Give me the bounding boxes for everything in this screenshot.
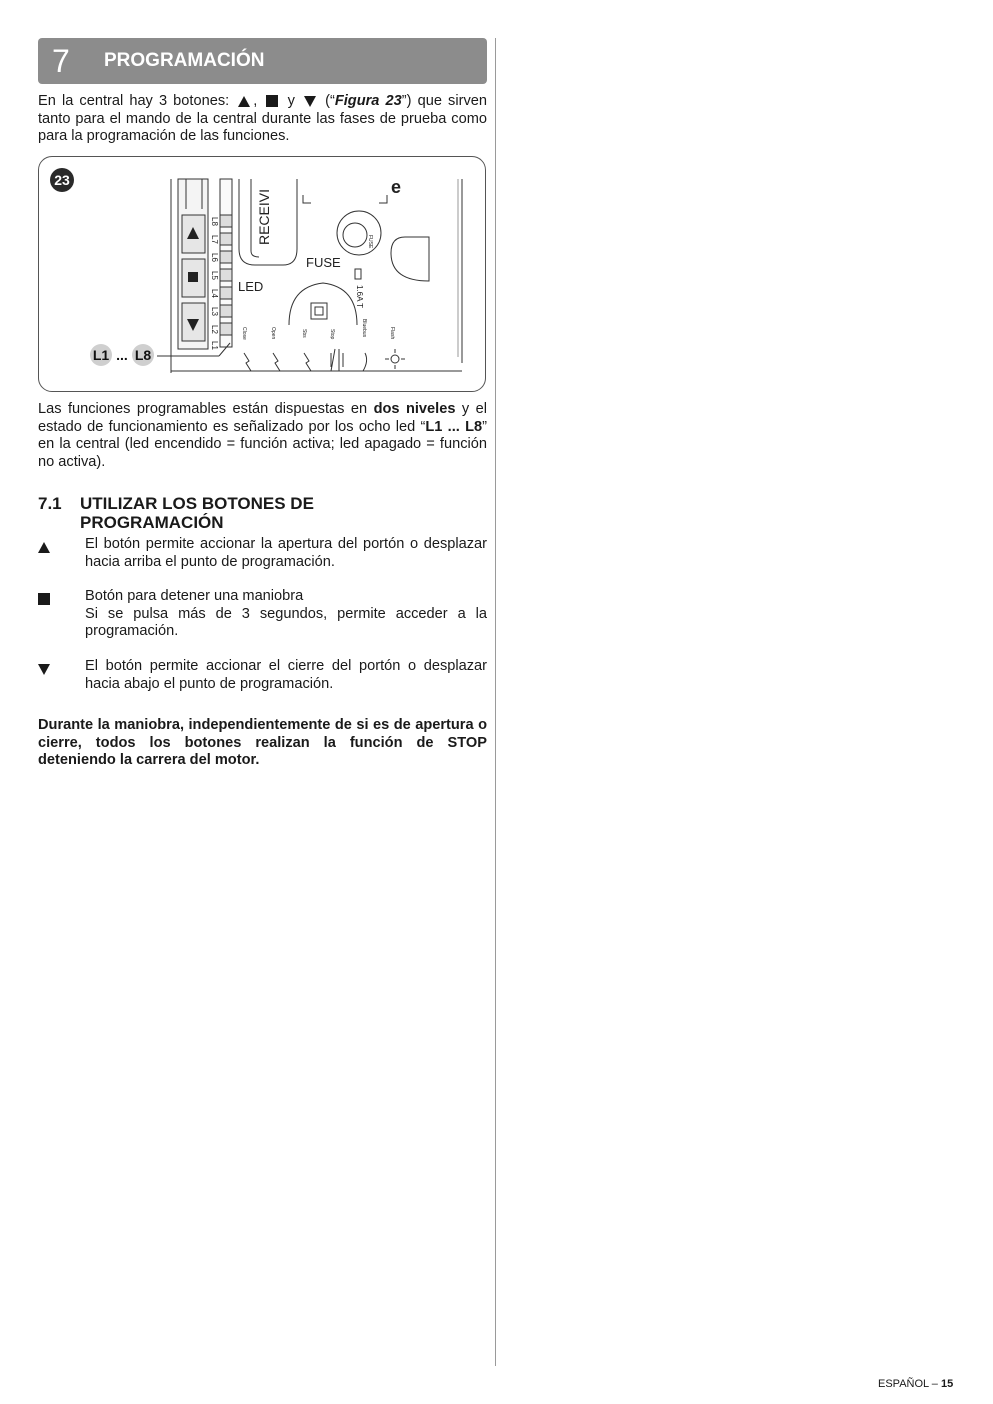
terminal-flash-label: Flash (389, 327, 395, 340)
led-l8-label: L8 (210, 217, 219, 226)
subsection-title: UTILIZAR LOS BOTONES DE PROGRAMACIÓN (80, 494, 314, 532)
stop-square-icon (38, 591, 50, 609)
figure-23 (38, 156, 486, 392)
list-item-down-text: El botón permite accionar el cierre del portón o desplazar hacia abajo el punto de programación. (85, 658, 487, 692)
page-footer (878, 1378, 953, 1390)
intro-text-2: que sirven tanto para el mando de la central durante las fases de prueba como para la programación de las funciones. (38, 93, 487, 145)
levels-paragraph (38, 401, 487, 471)
led-l5-label: L5 (210, 271, 219, 280)
page-number: 15 (940, 1378, 954, 1390)
intro-paren-close: ”) (401, 93, 412, 109)
section-number: 7 (52, 42, 70, 79)
list-item-stop-line1: Botón para detener una maniobra (85, 588, 304, 604)
up-triangle-icon (238, 96, 250, 107)
figure-reference: Figura 23 (334, 93, 402, 109)
footer-language: ESPAÑOL – (878, 1378, 938, 1390)
list-item-stop-text: Si se pulsa más de 3 segundos, permite acceder a la programación. (85, 605, 487, 640)
column-divider (495, 38, 496, 1366)
terminal-open-label: Open (270, 327, 276, 340)
list-item-up-text: El botón permite accionar la apertura del portón o desplazar hacia arriba el punto de programación. (85, 536, 487, 570)
intro-sep-2: y (287, 93, 295, 109)
down-triangle-icon (38, 661, 50, 679)
subsection-number: 7.1 (38, 494, 62, 513)
led-l6-label: L6 (210, 253, 219, 262)
control-board-diagram (39, 157, 485, 391)
intro-paren-open: (“ (325, 93, 335, 109)
receiver-label: RECEIVI (256, 188, 272, 246)
led-l4-label: L4 (210, 289, 219, 298)
terminal-bluebus-label: Bluebus (361, 319, 367, 338)
terminal-close-label: Close (241, 327, 247, 340)
levels-text-2: y el estado de funcionamiento es señalizado por los ocho led “ (38, 401, 487, 435)
figure-number-badge: 23 (50, 168, 74, 192)
terminal-stop-label: Stop (329, 329, 335, 340)
intro-text-1: En la central hay 3 botones: (38, 93, 230, 109)
levels-text-3: ” en la central (led encendido = función activa; led apagado = función no activa). (38, 418, 487, 470)
led-l1-label: L1 (210, 341, 219, 350)
levels-bold-1: dos niveles (373, 401, 456, 417)
down-triangle-icon (304, 96, 316, 107)
terminal-sbs-label: Sbs (301, 329, 307, 338)
levels-bold-2: L1 ... L8 (425, 418, 483, 435)
fuse-small-label: FUSE (367, 235, 373, 249)
led-label: LED (238, 279, 264, 294)
section-title: PROGRAMACIÓN (104, 50, 265, 71)
led-l2-label: L2 (210, 325, 219, 334)
callout-dots: ... (116, 347, 128, 363)
stop-note: Durante la maniobra, independientemente de si es de apertura o cierre, todos los botones realizan la función de STOP deteniendo la carrera del motor. (38, 717, 487, 769)
callout-l8: L8 (134, 347, 152, 363)
brand-mark-icon: e (391, 177, 402, 197)
led-l7-label: L7 (210, 235, 219, 244)
section-header (38, 38, 487, 84)
callout-l1: L1 (92, 347, 110, 363)
stop-square-icon (266, 95, 278, 107)
fuse-label: FUSE (306, 255, 341, 270)
intro-paragraph (38, 93, 487, 146)
intro-sep-1: , (253, 93, 258, 109)
up-triangle-icon (38, 539, 50, 557)
levels-text-1: Las funciones programables están dispuestas en (38, 401, 368, 417)
led-l3-label: L3 (210, 307, 219, 316)
fuse-rating-label: 1.6A T (355, 285, 364, 308)
stop-button-icon (188, 272, 198, 282)
